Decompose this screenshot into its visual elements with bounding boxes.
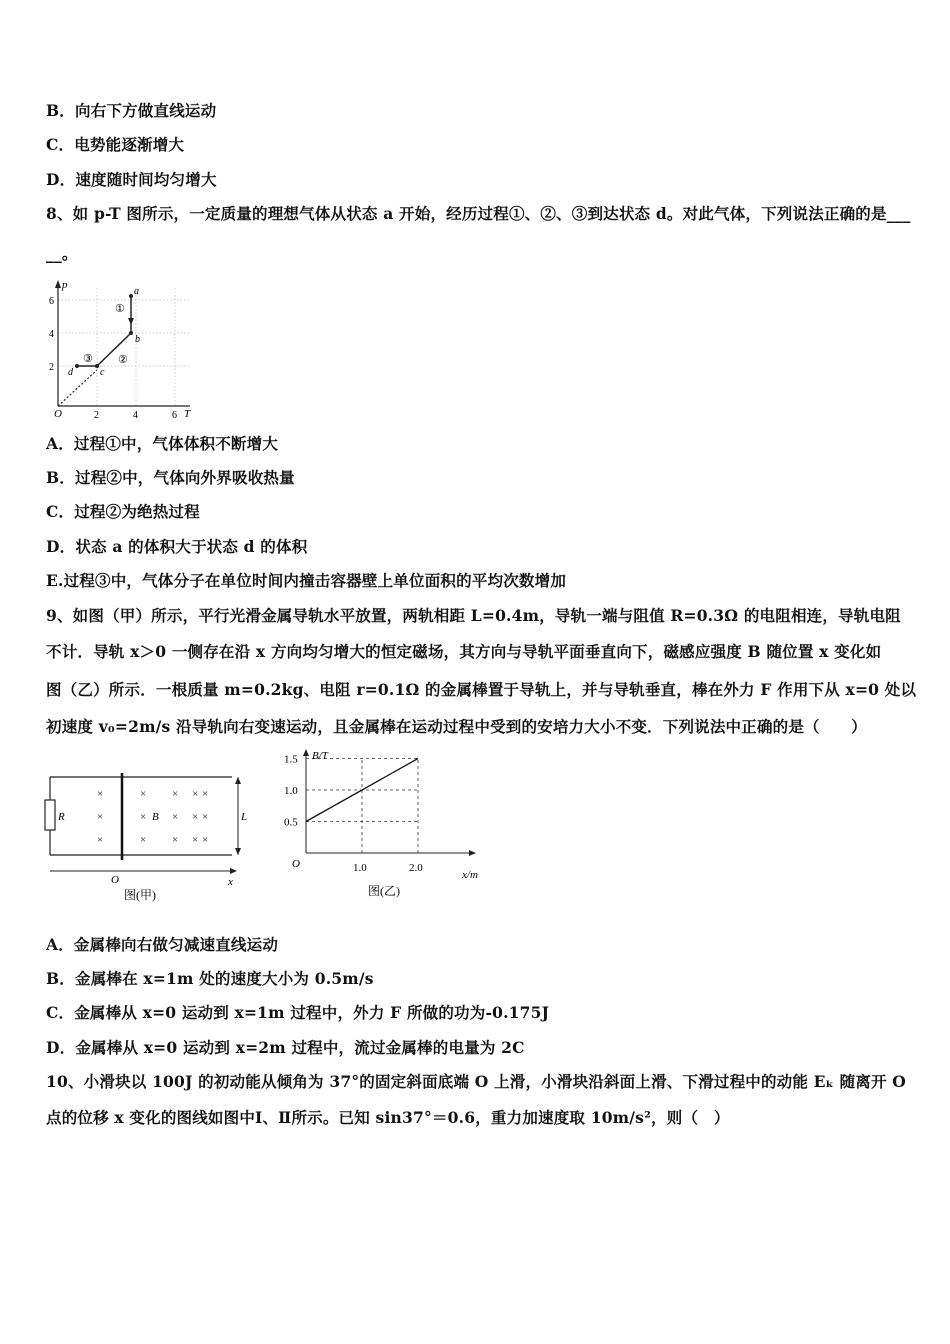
axis-t-label: T — [184, 408, 191, 420]
x-axis-label: x/m — [462, 869, 478, 881]
state-b-label: b — [135, 334, 140, 345]
q8-option-d: D．状态 a 的体积大于状态 d 的体积 — [46, 537, 308, 556]
x-tick-label: 2.0 — [409, 862, 423, 874]
y-tick: 2 — [49, 362, 54, 373]
x-tick: 2 — [94, 410, 99, 421]
process-3-label: ③ — [83, 353, 93, 365]
q8-stem-line1: 8、如 p-T 图所示，一定质量的理想气体从状态 a 开始，经历过程①、②、③到达状态 d。对此气体，下列说法正确的是___ — [46, 204, 911, 223]
q8-stem-line2: __。 — [46, 244, 78, 263]
q9-stem-line4: 初速度 v₀=2m/s 沿导轨向右变速运动，且金属棒在运动过程中受到的安培力大小不变．下列说法中正确的是（ ） — [46, 717, 867, 736]
q7-option-b: B．向右下方做直线运动 — [46, 101, 217, 120]
q9-stem-line1: 9、如图（甲）所示，平行光滑金属导轨水平放置，两轨相距 L=0.4m，导轨一端与阻值 R=0.3Ω 的电阻相连，导轨电阻 — [46, 606, 901, 625]
field-cross: × — [192, 811, 199, 823]
q8-option-a: A．过程①中，气体体积不断增大 — [46, 434, 279, 453]
field-cross: × — [172, 834, 179, 846]
q7-option-d: D．速度随时间均匀增大 — [46, 170, 217, 189]
q8-option-c: C．过程②为绝热过程 — [46, 502, 200, 521]
field-cross: × — [192, 834, 199, 846]
q8-option-e: E.过程③中，气体分子在单位时间内撞击容器壁上单位面积的平均次数增加 — [46, 571, 567, 590]
q9-option-d: D．金属棒从 x=0 运动到 x=2m 过程中，流过金属棒的电量为 2C — [46, 1038, 525, 1057]
q8-pt-diagram — [40, 278, 200, 423]
resistor-label: R — [58, 811, 65, 823]
field-cross: × — [202, 788, 209, 800]
q9-figure-jia — [42, 765, 262, 905]
y-tick-label: 1.0 — [284, 785, 298, 797]
resistor — [45, 800, 55, 830]
y-axis-label: B/T — [312, 750, 328, 762]
process-2-label: ② — [118, 354, 128, 366]
origin-label: O — [292, 858, 300, 870]
origin-label: O — [111, 874, 119, 886]
q9-option-c: C．金属棒从 x=0 运动到 x=1m 过程中，外力 F 所做的功为-0.175J — [46, 1003, 550, 1022]
figure-caption: 图(乙) — [368, 884, 400, 898]
field-cross: × — [97, 788, 104, 800]
y-tick-label: 0.5 — [284, 816, 298, 829]
q9-figure-yi-chart — [282, 745, 487, 900]
field-cross: × — [192, 788, 199, 800]
field-cross: × — [140, 788, 147, 800]
field-cross: × — [140, 811, 147, 823]
field-cross: × — [202, 834, 209, 846]
width-l-label: L — [241, 811, 248, 823]
q9-option-b: B．金属棒在 x=1m 处的速度大小为 0.5m/s — [46, 969, 374, 988]
axis-p-label: p — [62, 279, 68, 291]
field-cross: × — [202, 811, 209, 823]
x-tick: 6 — [172, 410, 177, 421]
state-a-label: a — [134, 286, 139, 297]
origin-label: O — [54, 408, 62, 420]
q10-stem-line2: 点的位移 x 变化的图线如图中Ⅰ、Ⅱ所示。已知 sin37°＝0.6，重力加速度取 10m/s²，则（ ） — [46, 1108, 730, 1127]
q7-option-c: C．电势能逐渐增大 — [46, 135, 185, 154]
x-tick-label: 1.0 — [353, 862, 367, 874]
state-c-label: c — [100, 367, 105, 378]
field-cross: × — [97, 811, 104, 823]
y-tick: 6 — [49, 296, 54, 307]
q8-option-b: B．过程②中，气体向外界吸收热量 — [46, 468, 295, 487]
field-cross: × — [97, 834, 104, 846]
field-cross: × — [172, 788, 179, 800]
x-tick: 4 — [133, 410, 138, 421]
field-b-label: B — [152, 811, 159, 823]
y-tick-label: 1.5 — [284, 753, 298, 766]
y-tick: 4 — [49, 329, 54, 340]
x-axis-label: x — [228, 876, 233, 888]
field-cross: × — [172, 811, 179, 823]
field-cross: × — [140, 834, 147, 846]
q9-option-a: A．金属棒向右做匀减速直线运动 — [46, 935, 279, 954]
figure-caption: 图(甲) — [124, 888, 156, 902]
q10-stem-line1: 10、小滑块以 100J 的初动能从倾角为 37°的固定斜面底端 O 上滑，小滑块沿斜面上滑、下滑过程中的动能 Eₖ 随离开 O — [46, 1072, 906, 1091]
state-d-label: d — [68, 367, 73, 378]
q9-stem-line2: 不计．导轨 x＞0 一侧存在沿 x 方向均匀增大的恒定磁场，其方向与导轨平面垂直向下，磁感应强度 B 随位置 x 变化如 — [46, 642, 882, 661]
process-1-label: ① — [115, 303, 125, 315]
q9-stem-line3: 图（乙）所示．一根质量 m=0.2kg、电阻 r=0.1Ω 的金属棒置于导轨上，并与导轨垂直，棒在外力 F 作用下从 x=0 处以 — [46, 680, 917, 699]
